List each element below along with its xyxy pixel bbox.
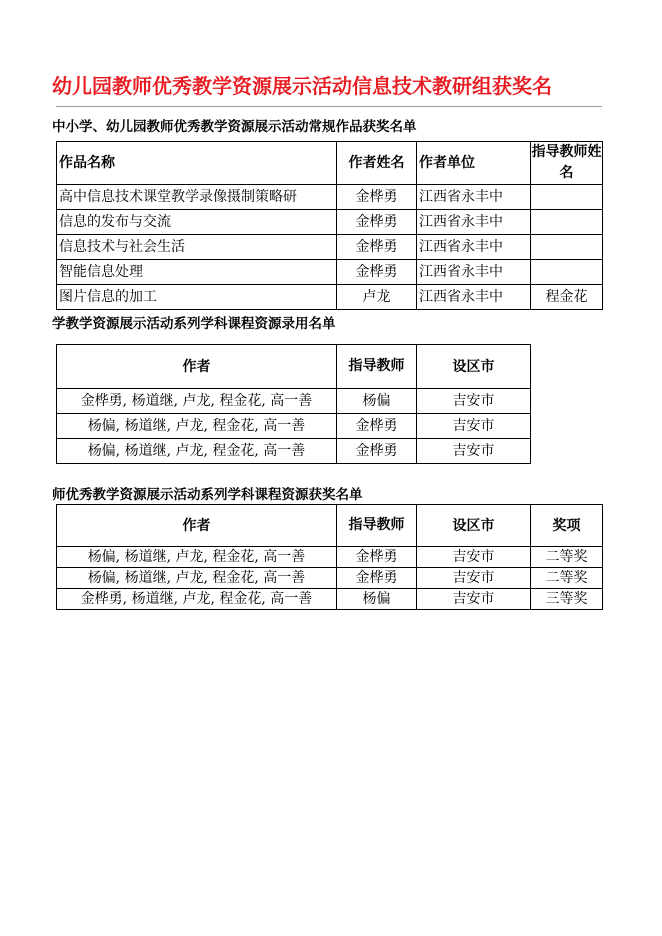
table-row bbox=[57, 389, 531, 414]
city-cell: 吉安市 bbox=[417, 439, 531, 464]
section2-header-city: 设区市 bbox=[417, 345, 531, 389]
advisor-cell: 金桦勇 bbox=[337, 568, 417, 589]
city-cell: 吉安市 bbox=[417, 589, 531, 610]
section2-header-author: 作者 bbox=[57, 345, 337, 389]
award-cell: 三等奖 bbox=[531, 589, 603, 610]
advisor-cell: 金桦勇 bbox=[337, 439, 417, 464]
author-cell: 金桦勇 bbox=[337, 260, 417, 285]
section1-header-unit: 作者单位 bbox=[417, 142, 531, 185]
authors-cell: 金桦勇, 杨道继, 卢龙, 程金花, 高一善 bbox=[57, 589, 337, 610]
table-row bbox=[57, 235, 603, 260]
advisor-cell: 金桦勇 bbox=[337, 414, 417, 439]
authors-cell: 杨偏, 杨道继, 卢龙, 程金花, 高一善 bbox=[57, 568, 337, 589]
section1-header-author: 作者姓名 bbox=[337, 142, 417, 185]
table-row bbox=[57, 210, 603, 235]
section2-header-advisor: 指导教师 bbox=[337, 345, 417, 389]
section1-heading: 中小学、幼儿园教师优秀教学资源展示活动常规作品获奖名单 bbox=[52, 119, 417, 135]
section1-header-work-name: 作品名称 bbox=[57, 142, 337, 185]
section3-table bbox=[56, 504, 603, 610]
advisor-cell bbox=[531, 260, 603, 285]
section3-header-award: 奖项 bbox=[531, 505, 603, 547]
table-row bbox=[57, 439, 531, 464]
advisor-cell: 金桦勇 bbox=[337, 547, 417, 568]
work-name-cell: 图片信息的加工 bbox=[57, 285, 337, 310]
city-cell: 吉安市 bbox=[417, 389, 531, 414]
unit-cell: 江西省永丰中 bbox=[417, 235, 531, 260]
unit-cell: 江西省永丰中 bbox=[417, 210, 531, 235]
authors-cell: 杨偏, 杨道继, 卢龙, 程金花, 高一善 bbox=[57, 439, 337, 464]
title-divider bbox=[56, 106, 602, 107]
award-cell: 二等奖 bbox=[531, 568, 603, 589]
author-cell: 金桦勇 bbox=[337, 235, 417, 260]
authors-cell: 杨偏, 杨道继, 卢龙, 程金花, 高一善 bbox=[57, 414, 337, 439]
section1-header-row bbox=[57, 142, 603, 185]
section3-header-advisor: 指导教师 bbox=[337, 505, 417, 547]
advisor-cell: 杨偏 bbox=[337, 389, 417, 414]
advisor-cell bbox=[531, 210, 603, 235]
section2-table bbox=[56, 344, 531, 464]
advisor-cell bbox=[531, 235, 603, 260]
work-name-cell: 高中信息技术课堂教学录像摄制策略研 bbox=[57, 185, 337, 210]
section2-header-row bbox=[57, 345, 531, 389]
table-row bbox=[57, 568, 603, 589]
advisor-cell: 杨偏 bbox=[337, 589, 417, 610]
section3-header-author: 作者 bbox=[57, 505, 337, 547]
table-row bbox=[57, 260, 603, 285]
unit-cell: 江西省永丰中 bbox=[417, 260, 531, 285]
section1-table bbox=[56, 141, 603, 310]
city-cell: 吉安市 bbox=[417, 547, 531, 568]
table-row bbox=[57, 414, 531, 439]
work-name-cell: 信息的发布与交流 bbox=[57, 210, 337, 235]
work-name-cell: 智能信息处理 bbox=[57, 260, 337, 285]
section3-header-city: 设区市 bbox=[417, 505, 531, 547]
table-row bbox=[57, 185, 603, 210]
authors-cell: 金桦勇, 杨道继, 卢龙, 程金花, 高一善 bbox=[57, 389, 337, 414]
advisor-cell: 程金花 bbox=[531, 285, 603, 310]
award-cell: 二等奖 bbox=[531, 547, 603, 568]
authors-cell: 杨偏, 杨道继, 卢龙, 程金花, 高一善 bbox=[57, 547, 337, 568]
section3-heading: 师优秀教学资源展示活动系列学科课程资源获奖名单 bbox=[52, 487, 363, 503]
unit-cell: 江西省永丰中 bbox=[417, 185, 531, 210]
table-row bbox=[57, 285, 603, 310]
section2-heading: 学教学资源展示活动系列学科课程资源录用名单 bbox=[52, 316, 336, 332]
section1-header-advisor: 指导教师姓名 bbox=[531, 142, 603, 185]
city-cell: 吉安市 bbox=[417, 414, 531, 439]
unit-cell: 江西省永丰中 bbox=[417, 285, 531, 310]
city-cell: 吉安市 bbox=[417, 568, 531, 589]
author-cell: 金桦勇 bbox=[337, 210, 417, 235]
work-name-cell: 信息技术与社会生活 bbox=[57, 235, 337, 260]
table-row bbox=[57, 589, 603, 610]
table-row bbox=[57, 547, 603, 568]
section3-header-row bbox=[57, 505, 603, 547]
page-title: 幼儿园教师优秀教学资源展示活动信息技术教研组获奖名 bbox=[52, 74, 552, 98]
author-cell: 卢龙 bbox=[337, 285, 417, 310]
advisor-cell bbox=[531, 185, 603, 210]
author-cell: 金桦勇 bbox=[337, 185, 417, 210]
